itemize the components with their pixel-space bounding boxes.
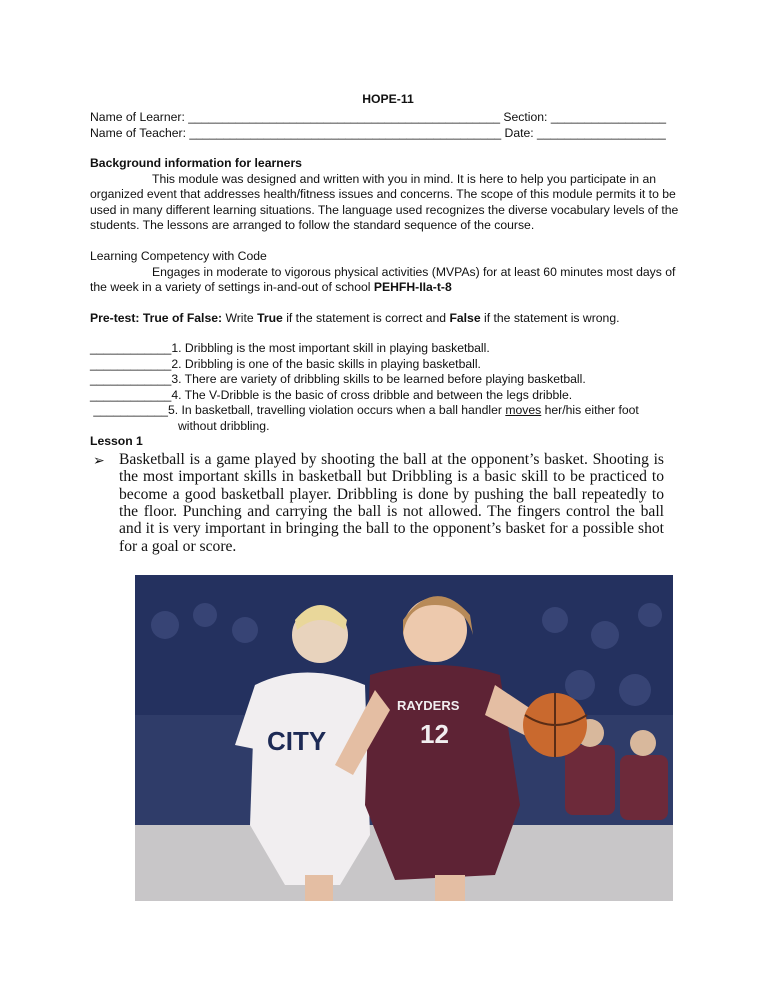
- lesson-paragraph: Basketball is a game played by shooting the ball at the opponent’s basket. Shooting is the most important skills in basketball but Dribbling is a basic skill to be practiced to become a good basketball player. Dribbling is done by pushing the ball repeatedly to the floor. Punching and carrying the ball is not allowed. The fingers control the ball and it is very important in bringing the ball to the opponent’s basket for a possible shot for a goal or score.: [119, 450, 664, 555]
- pretest-instructions: Pre-test: True of False: Write True if the statement is correct and False if the statement is wrong.: [90, 310, 620, 325]
- photo-illustration: [135, 575, 673, 901]
- document-page: [90, 92, 686, 555]
- pretest-item-5: ___________5. In basketball, travelling violation occurs when a ball handler moves her/his either foot: [90, 403, 639, 418]
- learner-name-line: Name of Learner: ______________________________________________ Section: _________________: [90, 110, 667, 124]
- competency-code: PEHFH-IIa-t-8: [373, 280, 452, 295]
- lesson-heading: Lesson 1: [90, 434, 143, 449]
- competency-text: Engages in moderate to vigorous physical activities (MVPAs) for at least 60 minutes most days of the week in a variety of settings in-and-out of school PEHFH-IIa-t-8: [90, 264, 676, 295]
- document-title: HOPE-11: [362, 92, 414, 106]
- jersey-number-text: 12: [420, 719, 449, 749]
- opponent-jersey-text: CITY: [267, 726, 327, 756]
- pretest-item-2: ____________2. Dribbling is one of the basic skills in playing basketball.: [90, 356, 481, 371]
- teacher-name-line: Name of Teacher: ______________________________________________ Date: ___________________: [90, 125, 666, 140]
- lesson-bullet-item: [90, 451, 686, 555]
- background-heading: Background information for learners: [90, 156, 302, 170]
- competency-heading: Learning Competency with Code: [90, 248, 267, 263]
- jersey-team-text: RAYDERS: [397, 698, 460, 713]
- background-text: This module was designed and written with you in mind. It is here to help you participate in an organized event that addresses health/fitness issues and concerns. The scope of this module permits it to be used in many different learning situations. The language used recognizes the diverse vocabulary levels of the students. The lessons are arranged to follow the standard sequence of the course.: [90, 171, 679, 233]
- basketball-player-photo: [135, 575, 673, 901]
- pretest-item-1: ____________1. Dribbling is the most important skill in playing basketball.: [90, 341, 490, 356]
- pretest-item-5-continued: without dribbling.: [178, 418, 270, 433]
- pretest-item-3: ____________3. There are variety of dribbling skills to be learned before playing basketball.: [90, 372, 586, 387]
- arrow-bullet-icon: ➢: [93, 451, 105, 468]
- pretest-item-4: ____________4. The V-Dribble is the basic of cross dribble and between the legs dribble.: [90, 387, 573, 402]
